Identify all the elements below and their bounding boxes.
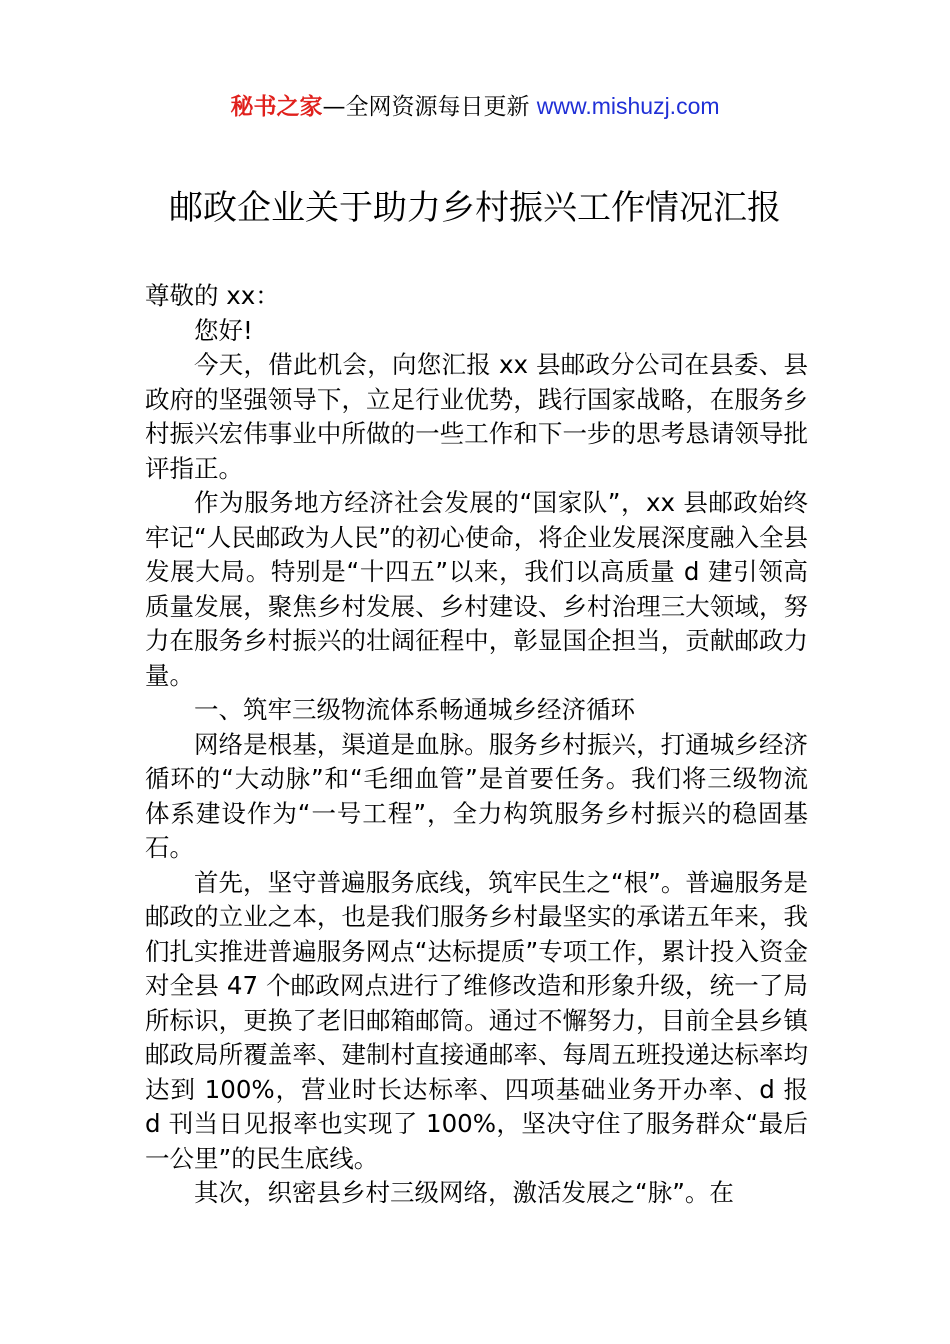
site-url-link[interactable]: www.mishuzj.com — [536, 93, 720, 119]
paragraph: 作为服务地方经济社会发展的“国家队”，xx 县邮政始终牢记“人民邮政为人民”的初心使命，将企业发展深度融入全县发展大局。特别是“十四五”以来，我们以高质量 d 建引领高质量发展，聚焦乡村发展、乡村建设、乡村治理三大领域，努力在服务乡村振兴的壮阔征程中，彰显国企担当，贡献邮政力量。 — [145, 488, 808, 690]
section-heading: 一、筑牢三级物流体系畅通城乡经济循环 — [194, 695, 635, 724]
brand-name: 秘书之家 — [230, 94, 323, 120]
header-tagline: —全网资源每日更新 — [322, 94, 537, 120]
paragraph: 网络是根基，渠道是血脉。服务乡村振兴，打通城乡经济循环的“大动脉”和“毛细血管”是首要任务。我们将三级物流体系建设作为“一号工程”，全力构筑服务乡村振兴的稳固基石。 — [145, 729, 808, 862]
document-title: 邮政企业关于助力乡村振兴工作情况汇报 — [169, 188, 781, 228]
paragraph: 首先，坚守普遍服务底线，筑牢民生之“根”。普遍服务是邮政的立业之本，也是我们服务乡村最坚实的承诺五年来，我们扎实推进普遍服务网点“达标提质”专项工作，累计投入资金对全县 47 个邮政网点进行了维修改造和形象升级，统一了局所标识，更换了老旧邮箱邮筒。通过不懈努力，目前全县乡镇邮政局所覆盖率、建制村直接通邮率、每周五班投递达标率均达到 100%，营业时长达标率、四项基础业务开办率、d 报 d 刊当日见报率也实现了 100%，坚决守住了服务群众“最后一公里”的民生底线。 — [145, 867, 808, 1173]
paragraph: 其次，织密县乡村三级网络，激活发展之“脉”。在 — [194, 1178, 734, 1207]
paragraph: 今天，借此机会，向您汇报 xx 县邮政分公司在县委、县政府的坚强领导下，立足行业优势，践行国家战略，在服务乡村振兴宏伟事业中所做的一些工作和下一步的思考恳请领导批评指正。 — [145, 350, 808, 483]
document-body — [145, 279, 808, 1211]
greeting: 您好! — [194, 315, 253, 345]
salutation: 尊敬的 xx： — [145, 281, 280, 310]
site-header — [0, 86, 950, 127]
